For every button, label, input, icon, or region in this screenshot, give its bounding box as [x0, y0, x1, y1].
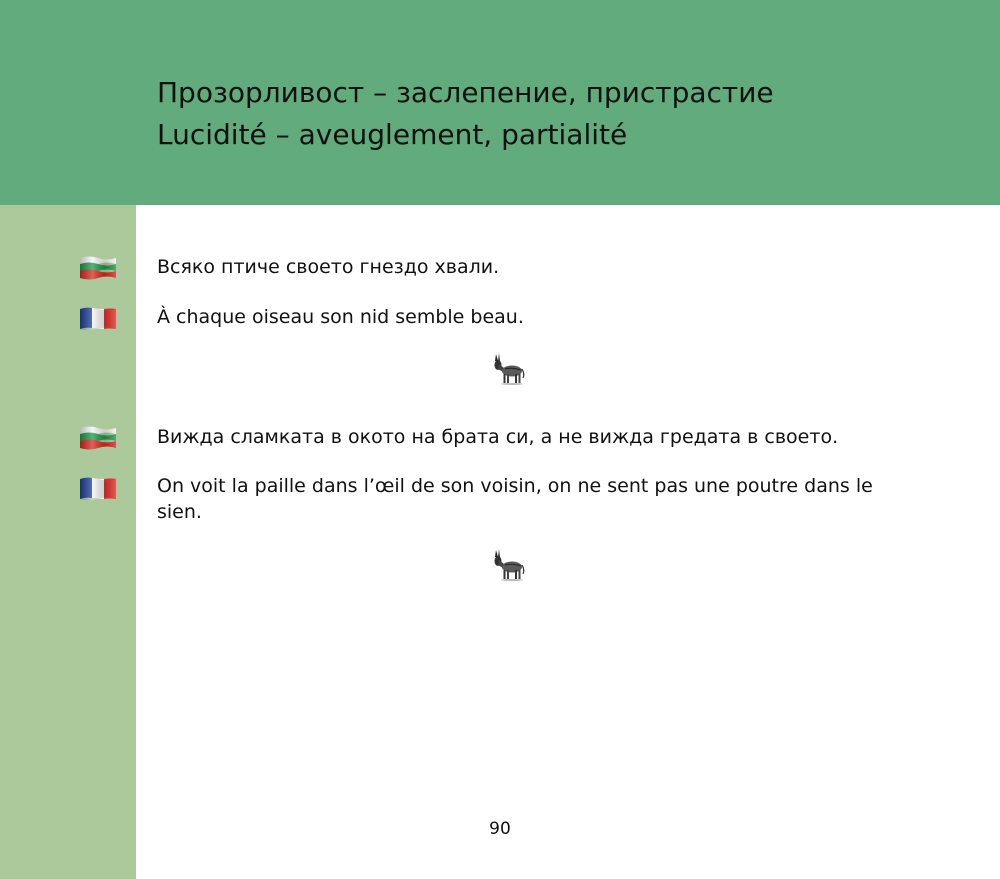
donkey-icon [490, 546, 526, 582]
proverb-bulgarian-1: Всяко птиче своето гнездо хвали. [157, 256, 500, 278]
page-number: 90 [489, 819, 511, 839]
header-band [0, 0, 1000, 205]
bulgarian-flag-icon [79, 255, 117, 281]
page-title-french: Lucidité – aveuglement, partialité [157, 118, 628, 151]
french-flag-icon [79, 476, 117, 502]
bulgarian-flag-icon [79, 425, 117, 451]
french-flag-icon [79, 306, 117, 332]
donkey-icon [490, 350, 526, 386]
proverb-french-1: À chaque oiseau son nid semble beau. [157, 306, 524, 328]
proverb-bulgarian-2: Вижда сламката в окото на брата си, а не вижда гредата в своето. [157, 426, 839, 448]
proverb-french-2: On voit la paille dans l’œil de son voisin, on ne sent pas une poutre dans le sien. [157, 475, 873, 523]
page-title-bulgarian: Прозорливост – заслепение, пристрастие [157, 76, 774, 109]
